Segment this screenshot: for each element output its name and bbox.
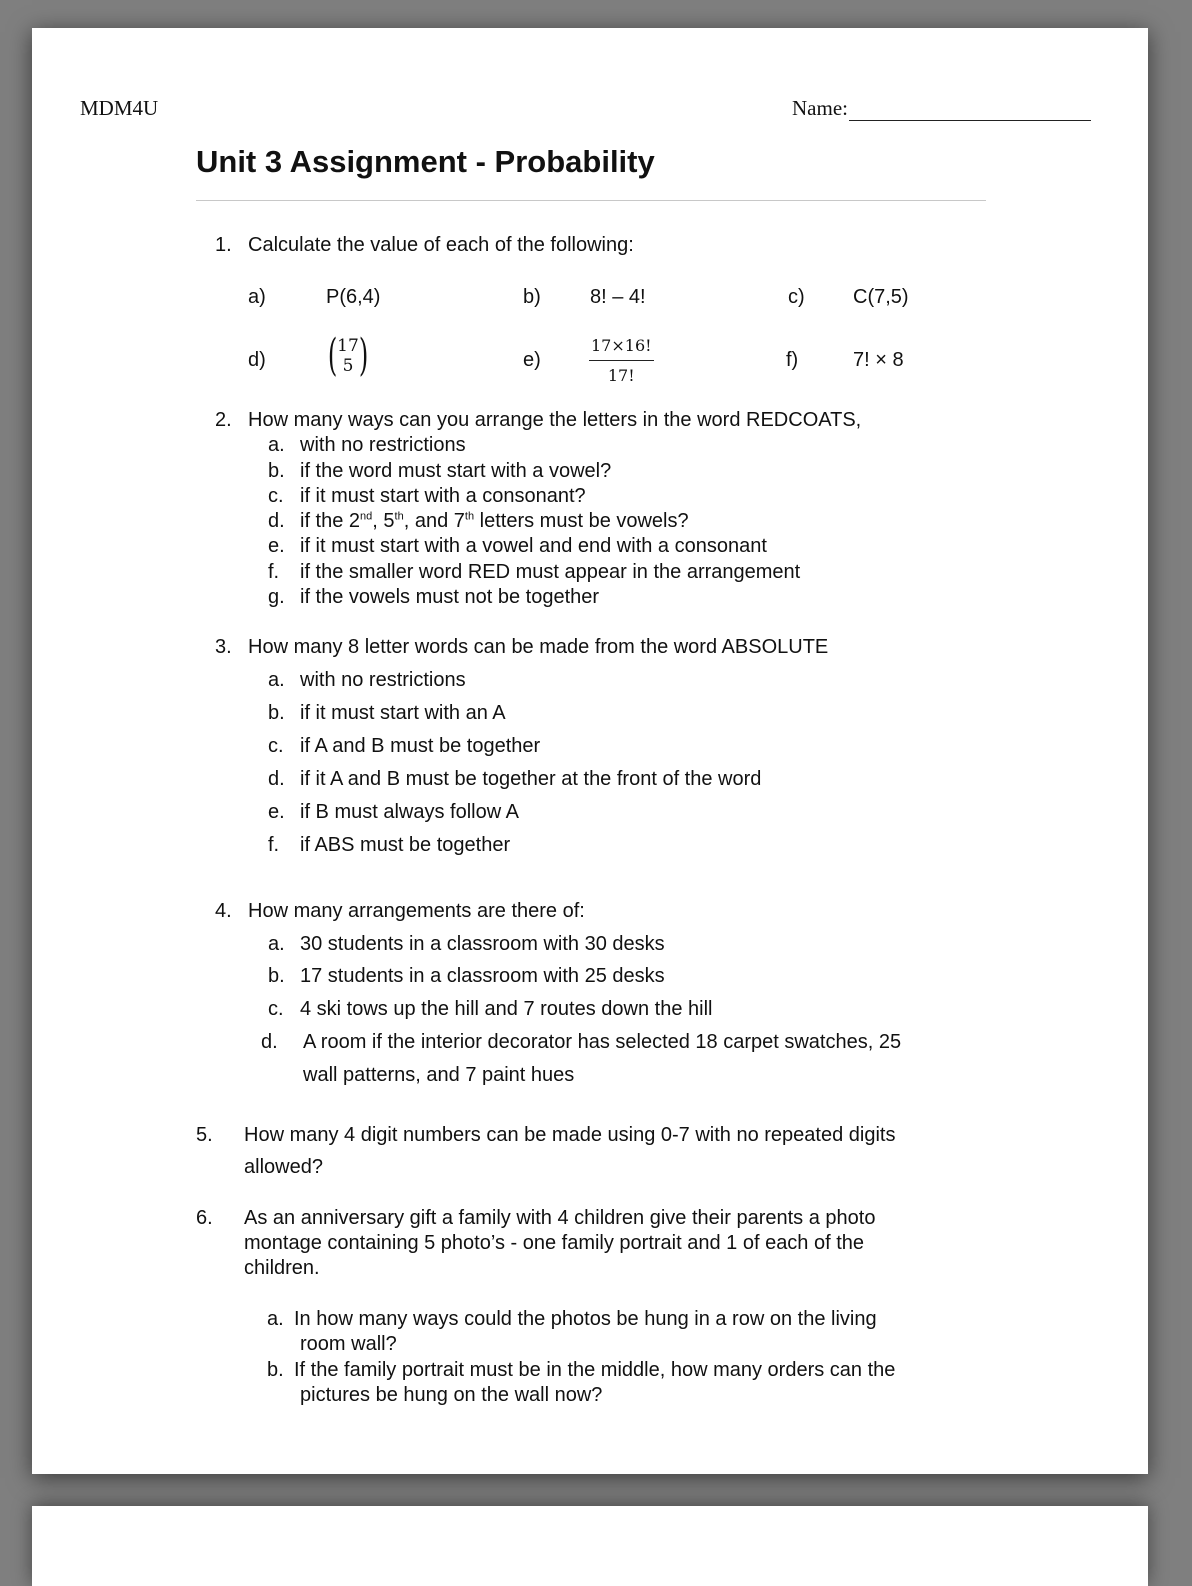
next-page bbox=[32, 1506, 1148, 1586]
course-code: MDM4U bbox=[80, 96, 159, 120]
page-title: Unit 3 Assignment - Probability bbox=[196, 144, 655, 179]
document-page bbox=[32, 28, 1148, 1474]
q1-d-label: d) bbox=[248, 349, 266, 371]
q6-a-text-line1: In how many ways could the photos be hung in a row on the living bbox=[294, 1308, 877, 1330]
q6-number: 6. bbox=[196, 1207, 213, 1229]
q1-c-expr: C(7,5) bbox=[853, 286, 909, 308]
q6-text-line3: children. bbox=[244, 1257, 320, 1279]
q3-a-letter: a. bbox=[268, 669, 285, 691]
q2-e-letter: e. bbox=[268, 535, 285, 557]
q1-a-label: a) bbox=[248, 286, 266, 308]
q2-f-letter: f. bbox=[268, 561, 280, 583]
right-paren: ) bbox=[358, 330, 369, 381]
q3-f-text: if ABS must be together bbox=[300, 834, 511, 856]
q1-f-expr: 7! × 8 bbox=[853, 349, 904, 371]
q6-a-letter: a. bbox=[267, 1308, 284, 1330]
q4-d-text-line2: wall patterns, and 7 paint hues bbox=[303, 1064, 575, 1086]
q4-d-letter: d. bbox=[261, 1031, 278, 1053]
q1-b-label: b) bbox=[523, 286, 541, 308]
q2-text: How many ways can you arrange the letters in the word REDCOATS, bbox=[248, 409, 862, 431]
q2-g-text: if the vowels must not be together bbox=[300, 586, 600, 608]
q1-f-label: f) bbox=[786, 349, 799, 371]
q1-a-expr: P(6,4) bbox=[326, 286, 381, 308]
q4-b-letter: b. bbox=[268, 965, 285, 987]
q6-b-text-line2: pictures be hung on the wall now? bbox=[300, 1384, 603, 1406]
q6-b-letter: b. bbox=[267, 1359, 284, 1381]
q3-number: 3. bbox=[215, 636, 232, 658]
q6-a-text-line2: room wall? bbox=[300, 1333, 397, 1355]
q4-a-letter: a. bbox=[268, 933, 285, 955]
q2-c-letter: c. bbox=[268, 485, 284, 507]
q2-e-text: if it must start with a vowel and end with a consonant bbox=[300, 535, 767, 557]
q1-e-fraction bbox=[589, 336, 654, 385]
binomial-bottom: 5 bbox=[342, 356, 354, 376]
q3-d-letter: d. bbox=[268, 768, 285, 790]
q4-a-text: 30 students in a classroom with 30 desks bbox=[300, 933, 665, 955]
q1-b-expr: 8! – 4! bbox=[590, 286, 646, 308]
fraction-numerator: 17×16! bbox=[589, 336, 654, 361]
q5-number: 5. bbox=[196, 1124, 213, 1146]
q5-text-line2: allowed? bbox=[244, 1156, 323, 1178]
q4-c-text: 4 ski tows up the hill and 7 routes down the hill bbox=[300, 998, 713, 1020]
q2-a-text: with no restrictions bbox=[300, 434, 466, 456]
q1-text: Calculate the value of each of the following: bbox=[248, 234, 634, 256]
q1-c-label: c) bbox=[788, 286, 805, 308]
q3-c-letter: c. bbox=[268, 735, 284, 757]
q4-text: How many arrangements are there of: bbox=[248, 900, 585, 922]
name-label: Name: bbox=[792, 96, 848, 120]
q3-c-text: if A and B must be together bbox=[300, 735, 541, 757]
q2-d-text: if the 2nd, 5th, and 7th letters must be vowels? bbox=[300, 510, 689, 532]
q4-c-letter: c. bbox=[268, 998, 284, 1020]
fraction-denominator: 17! bbox=[607, 366, 635, 385]
q1-e-label: e) bbox=[523, 349, 541, 371]
q6-b-text-line1: If the family portrait must be in the middle, how many orders can the bbox=[294, 1359, 896, 1381]
q2-g-letter: g. bbox=[268, 586, 285, 608]
q3-d-text: if it A and B must be together at the front of the word bbox=[300, 768, 762, 790]
q3-b-text: if it must start with an A bbox=[300, 702, 506, 724]
q3-text: How many 8 letter words can be made from the word ABSOLUTE bbox=[248, 636, 829, 658]
q5-text-line1: How many 4 digit numbers can be made using 0-7 with no repeated digits bbox=[244, 1124, 896, 1146]
q3-b-letter: b. bbox=[268, 702, 285, 724]
q2-number: 2. bbox=[215, 409, 232, 431]
q3-a-text: with no restrictions bbox=[300, 669, 466, 691]
title-divider bbox=[196, 200, 986, 201]
q6-text-line2: montage containing 5 photo’s - one family portrait and 1 of each of the bbox=[244, 1232, 865, 1254]
q2-c-text: if it must start with a consonant? bbox=[300, 485, 586, 507]
q4-number: 4. bbox=[215, 900, 232, 922]
binomial-top: 17 bbox=[337, 336, 359, 356]
q4-b-text: 17 students in a classroom with 25 desks bbox=[300, 965, 665, 987]
q3-e-letter: e. bbox=[268, 801, 285, 823]
left-paren: ( bbox=[327, 330, 338, 381]
q6-text-line1: As an anniversary gift a family with 4 children give their parents a photo bbox=[244, 1207, 876, 1229]
q3-f-letter: f. bbox=[268, 834, 280, 856]
q1-d-binomial bbox=[324, 330, 372, 381]
q2-d-letter: d. bbox=[268, 510, 285, 532]
q2-b-letter: b. bbox=[268, 460, 285, 482]
name-blank-line bbox=[849, 102, 1091, 121]
name-field bbox=[792, 96, 1091, 121]
q2-b-text: if the word must start with a vowel? bbox=[300, 460, 612, 482]
q3-e-text: if B must always follow A bbox=[300, 801, 519, 823]
q4-d-text-line1: A room if the interior decorator has selected 18 carpet swatches, 25 bbox=[303, 1031, 902, 1053]
q1-number: 1. bbox=[215, 234, 232, 256]
q2-a-letter: a. bbox=[268, 434, 285, 456]
q2-f-text: if the smaller word RED must appear in the arrangement bbox=[300, 561, 801, 583]
